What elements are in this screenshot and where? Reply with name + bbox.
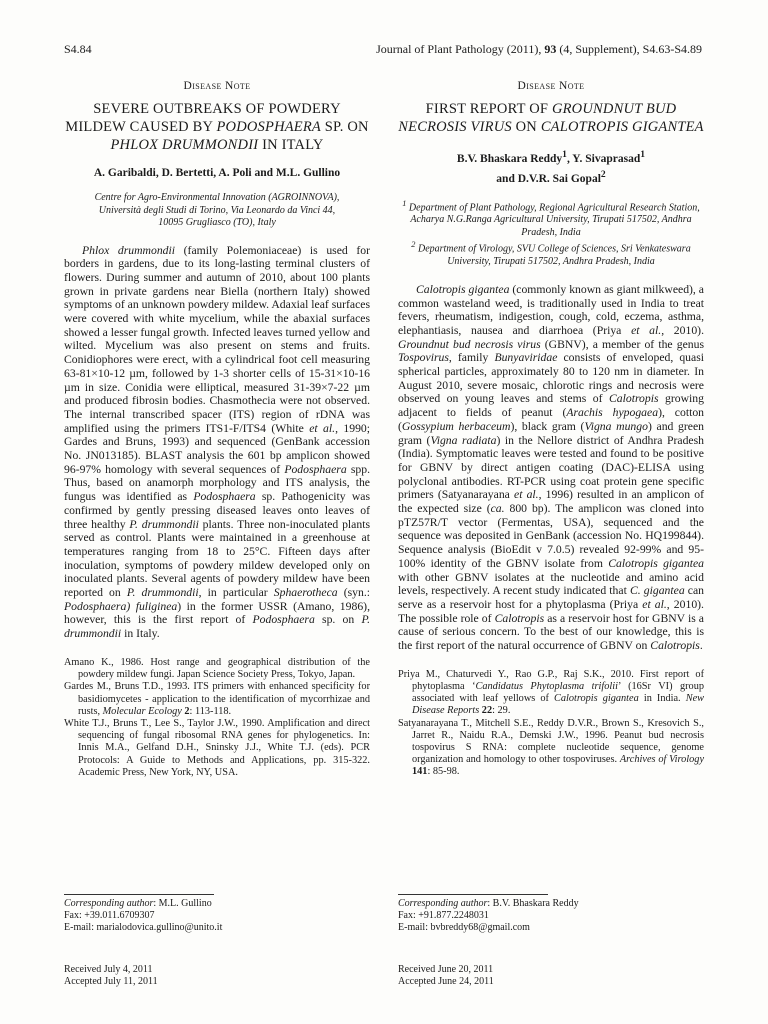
article-title: SEVERE OUTBREAKS OF POWDERY MILDEW CAUSED BY PODOSPHAERA SP. ON PHLOX DRUMMONDII IN ITALY bbox=[65, 101, 369, 153]
email-address: E-mail: bvbreddy68@gmail.com bbox=[398, 922, 530, 934]
page-header bbox=[64, 42, 702, 58]
fax-number: Fax: +39.011.6709307 bbox=[64, 910, 155, 922]
disease-note-label: Disease Note bbox=[183, 80, 251, 92]
article-title: FIRST REPORT OF GROUNDNUT BUD NECROSIS VIRUS ON CALOTROPIS GIGANTEA bbox=[398, 101, 704, 135]
author-affiliation: Centre for Agro-Environmental Innovation (AGROINNOVA), Università degli Studi di Torino, Via Leonardo da Vinci 44, 10095 Grugliasco (TO), Italy bbox=[94, 192, 340, 228]
corresponding-author: Corresponding author: M.L. Gullino Fax: +39.011.6709307 E-mail: marialodovica.gullino@unito.it bbox=[64, 894, 370, 935]
accepted-date: Accepted July 11, 2011 bbox=[64, 976, 158, 988]
email-address: E-mail: marialodovica.gullino@unito.it bbox=[64, 922, 223, 934]
author-affiliation: $^1$ Department of Plant Pathology, Regional Agricultural Research Station, Acharya N.G.Ranga Agricultural University, Tirupati 517502, Andhra Pradesh, India $^2$ Department of Virology, SVU College of Sciences, Sri Venkateswara University, Tirupati 517502, Andhra Pradesh, India bbox=[402, 198, 700, 268]
article-body: Calotropis gigantea (commonly known as giant milkweed), a common wasteland weed, is traditionally used in India to treat fevers, rheumatism, indigestion, cough, cold, eczema, asthma, elephantiasis, nausea and diarrhoea (Priya et al., 2010). Groundnut bud necrosis virus (GBNV), a member of the genus Tospovirus, family Bunyaviridae consists of enveloped, quasi spherical particles, approximately 80 to 120 nm in diameter. In August 2010, severe mosaic, chlorotic rings and necrosis were observed on young leaves and stems of Calotropis growing adjacent to fields of peanut (Arachis hypogaea), cotton (Gossypium herbaceum), black gram (Vigna mungo) and green gram (Vigna radiata) in the Nellore district of Andhra Pradesh (India). Symptomatic leaves were tested and found to be positive for GBNV by direct antigen coating (DAC)-ELISA using polyclonal antibodies. RT-PCR using coat protein gene specific primers (Satyanarayana et al., 1996) resulted in an amplicon of the expected size (ca. 800 bp). The amplicon was cloned into pTZ57R/T vector (Fermentas, USA), sequenced and the sequence was deposited in GenBank (accession No. HQ199844). Sequence analysis (BioEdit v 7.0.5) revealed 92-99% and 95-100% identity of the GBNV isolate from Calotropis gigantea with other GBNV isolates at the nucleotide and amino acid levels, respectively. A recent study indicated that C. gigantea can serve as a reservoir host for a phytoplasma (Priya et al., 2010). The possible role of Calotropis as a reservoir host for GBNV is a cause of serious concern. To the best of our knowledge, this is the first report of the natural occurrence of GBNV on Calotropis. bbox=[398, 282, 705, 653]
volume-number: 93 bbox=[544, 42, 557, 56]
journal-citation: Journal of Plant Pathology (2011), 93 (4, Supplement), S4.63-S4.89 bbox=[376, 42, 702, 56]
submission-dates bbox=[398, 964, 704, 988]
footnote-rule bbox=[398, 894, 548, 895]
article-body: Phlox drummondii (family Polemoniaceae) is used for borders in gardens, due to its long-lasting terminal clusters of flowers. During summer and autumn of 2010, about 100 plants grown in private gardens near Biella (northern Italy) showed symptoms of an unknown powdery mildew. Adaxial leaf surfaces were covered with white mycelium, while the abaxial surfaces showed a lesser fungal growth. Infected leaves turned yellow and wilted. Mycelium was also present on stems and fruits. Conidiophores were erect, with a cylindrical foot cell measuring 63-81×10-12 µm, followed by 1-3 shorter cells of 15-31×10-16 µm in size. Conidia were elliptical, measured 31-39×7-22 µm and produced fibrosin bodies. Chasmothecia were not observed. The internal transcribed spacer (ITS) region of rDNA was amplified using the primers ITS1-F/ITS4 (White et al., 1990; Gardes and Bruns, 1993) and sequenced (GenBank accession No. JN013185). BLAST analysis the 601 bp amplicon showed 96-97% homology with several sequences of Podosphaera spp. Thus, based on anamorph morphology and ITS analysis, the fungus was identified as Podosphaera sp. Pathogenicity was confirmed by gently pressing diseased leaves onto leaves of three healthy P. drummondii plants. Three non-inoculated plants served as control. Plants were maintained in a greenhouse at temperatures ranging from 18 to 25°C. Fifteen days after inoculation, symptoms of powdery mildew developed only on inoculated plants. Several agents of powdery mildew have been reported on P. drummondii, in particular Sphaerotheca (syn.: Podosphaera) fuliginea) in the former USSR (Amano, 1986), however, this is the first report of Podosphaera sp. on P. drummondii in Italy. bbox=[64, 243, 371, 641]
article-authors: A. Garibaldi, D. Bertetti, A. Poli and M.L. Gullino bbox=[93, 167, 341, 179]
received-date: Received July 4, 2011 bbox=[64, 964, 153, 975]
reference-list bbox=[64, 657, 370, 779]
corresponding-author: Corresponding author: B.V. Bhaskara Reddy Fax: +91.877.2248031 E-mail: bvbreddy68@gmail.com bbox=[398, 894, 704, 935]
reference-item: Priya M., Chaturvedi Y., Rao G.P., Raj S.K., 2010. First report of phytoplasma ‘Candidatus Phytoplasma trifolii’ (16Sr VI) group associated with leaf yellows of Calotropis gigantea in India. New Disease Reports 22: 29. bbox=[398, 668, 705, 717]
reference-item: White T.J., Bruns T., Lee S., Taylor J.W., 1990. Amplification and direct sequencing of fungal ribosomal RNA genes for phylogenetics. In: Innis M.A., Gelfand D.H., Sninsky J.J., White T.J. (eds). PCR Protocols: A Guide to Methods and Applications, pp. 315-322. Academic Press, New York, NY, USA. bbox=[64, 717, 370, 778]
right-article bbox=[398, 80, 704, 779]
fax-number: Fax: +91.877.2248031 bbox=[398, 910, 489, 922]
submission-dates bbox=[64, 964, 370, 988]
footnote-rule bbox=[64, 894, 214, 895]
reference-item: Satyanarayana T., Mitchell S.E., Reddy D.V.R., Brown S., Kresovich S., Jarret R., Naidu R.A., Demski J.W., 1996. Peanut bud necrosis tospovirus S RNA: complete nucleotide sequence, genome organization and homology to other tospoviruses. Archives of Virology 141: 85-98. bbox=[398, 717, 705, 778]
reference-item: Gardes M., Bruns T.D., 1993. ITS primers with enhanced specificity for basidiomycetes - application to the identification of mycorrhizae and rusts, Molecular Ecology 2: 113-118. bbox=[64, 681, 370, 717]
article-authors: B.V. Bhaskara Reddy$^1$, Y. Sivaprasad$^1$ and D.V.R. Sai Gopal$^2$ bbox=[456, 149, 646, 185]
accepted-date: Accepted June 24, 2011 bbox=[398, 976, 494, 988]
left-article bbox=[64, 80, 370, 779]
page-number: S4.84 bbox=[64, 42, 92, 56]
disease-note-label: Disease Note bbox=[517, 80, 585, 92]
reference-list bbox=[398, 669, 704, 779]
reference-item: Amano K., 1986. Host range and geographical distribution of the powdery mildew fungi. Japan Science Society Press, Tokyo, Japan. bbox=[64, 656, 370, 681]
received-date: Received June 20, 2011 bbox=[398, 964, 494, 975]
